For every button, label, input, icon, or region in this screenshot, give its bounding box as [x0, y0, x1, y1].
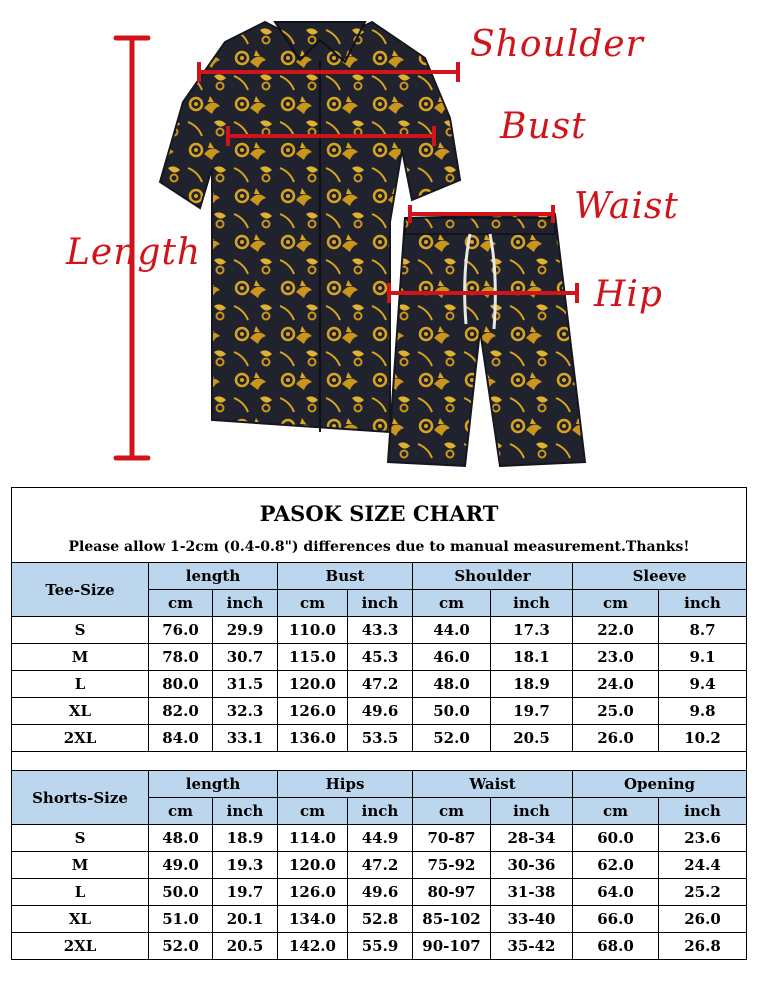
shorts-value-cell: 90-107 — [413, 933, 491, 960]
tee-size-cell: S — [12, 617, 149, 644]
shorts-size-cell: 2XL — [12, 933, 149, 960]
section-gap-row — [12, 752, 747, 771]
shorts-value-cell: 19.3 — [213, 852, 278, 879]
tee-value-cell: 110.0 — [278, 617, 348, 644]
tee-value-cell: 50.0 — [413, 698, 491, 725]
tee-table-row — [12, 617, 747, 644]
shorts-size-cell: M — [12, 852, 149, 879]
tee-value-cell: 136.0 — [278, 725, 348, 752]
shorts-size-cell: L — [12, 879, 149, 906]
shorts-value-cell: 85-102 — [413, 906, 491, 933]
shorts-value-cell: 52.8 — [348, 906, 413, 933]
shorts-value-cell: 55.9 — [348, 933, 413, 960]
shorts-group-header: Opening — [573, 771, 747, 798]
shorts-value-cell: 68.0 — [573, 933, 659, 960]
shorts-value-cell: 50.0 — [149, 879, 213, 906]
tee-value-cell: 23.0 — [573, 644, 659, 671]
tee-table-row — [12, 725, 747, 752]
shorts-table-row — [12, 933, 747, 960]
tee-unit-header: cm — [573, 590, 659, 617]
shorts-value-cell: 49.0 — [149, 852, 213, 879]
shorts-value-cell: 25.2 — [659, 879, 747, 906]
shorts-table-row — [12, 879, 747, 906]
chart-note: Please allow 1-2cm (0.4-0.8") differences due to manual measurement.Thanks! — [12, 532, 747, 563]
shorts-value-cell: 75-92 — [413, 852, 491, 879]
tee-header-row — [12, 563, 747, 590]
tee-value-cell: 45.3 — [348, 644, 413, 671]
tee-value-cell: 84.0 — [149, 725, 213, 752]
shorts-shape — [388, 214, 585, 466]
tee-value-cell: 18.9 — [491, 671, 573, 698]
tee-size-header: Tee-Size — [12, 563, 149, 617]
shorts-value-cell: 142.0 — [278, 933, 348, 960]
garment-illustration — [0, 0, 760, 486]
tee-unit-header: cm — [413, 590, 491, 617]
shorts-value-cell: 51.0 — [149, 906, 213, 933]
shorts-value-cell: 28-34 — [491, 825, 573, 852]
tee-value-cell: 24.0 — [573, 671, 659, 698]
shorts-size-header: Shorts-Size — [12, 771, 149, 825]
tee-value-cell: 49.6 — [348, 698, 413, 725]
tee-value-cell: 46.0 — [413, 644, 491, 671]
shorts-unit-header: inch — [491, 798, 573, 825]
shorts-table-row — [12, 825, 747, 852]
shorts-unit-header: cm — [413, 798, 491, 825]
tee-value-cell: 31.5 — [213, 671, 278, 698]
bust-label: Bust — [500, 106, 587, 147]
shorts-unit-header: inch — [348, 798, 413, 825]
shorts-value-cell: 126.0 — [278, 879, 348, 906]
shorts-unit-header: cm — [149, 798, 213, 825]
shorts-group-header: Hips — [278, 771, 413, 798]
tee-value-cell: 120.0 — [278, 671, 348, 698]
tee-size-cell: 2XL — [12, 725, 149, 752]
note-row — [12, 532, 747, 563]
tee-table-row — [12, 671, 747, 698]
tee-value-cell: 30.7 — [213, 644, 278, 671]
size-chart-table — [11, 487, 747, 960]
tee-unit-header: inch — [491, 590, 573, 617]
tee-value-cell: 29.9 — [213, 617, 278, 644]
length-label: Length — [66, 232, 202, 273]
tee-value-cell: 33.1 — [213, 725, 278, 752]
shorts-unit-header: cm — [573, 798, 659, 825]
tee-value-cell: 25.0 — [573, 698, 659, 725]
shorts-value-cell: 33-40 — [491, 906, 573, 933]
shorts-table-row — [12, 906, 747, 933]
tee-value-cell: 44.0 — [413, 617, 491, 644]
tee-value-cell: 10.2 — [659, 725, 747, 752]
tee-group-header: Shoulder — [413, 563, 573, 590]
tee-value-cell: 20.5 — [491, 725, 573, 752]
shorts-value-cell: 18.9 — [213, 825, 278, 852]
tee-unit-header: inch — [659, 590, 747, 617]
section-gap — [12, 752, 747, 771]
tee-size-cell: M — [12, 644, 149, 671]
tee-group-header: Sleeve — [573, 563, 747, 590]
shorts-value-cell: 49.6 — [348, 879, 413, 906]
tee-group-header: length — [149, 563, 278, 590]
shorts-value-cell: 44.9 — [348, 825, 413, 852]
tee-value-cell: 18.1 — [491, 644, 573, 671]
hip-label: Hip — [594, 274, 663, 315]
tee-value-cell: 9.1 — [659, 644, 747, 671]
title-row — [12, 488, 747, 533]
tee-value-cell: 52.0 — [413, 725, 491, 752]
shorts-value-cell: 30-36 — [491, 852, 573, 879]
tee-value-cell: 9.8 — [659, 698, 747, 725]
tee-value-cell: 17.3 — [491, 617, 573, 644]
chart-title: PASOK SIZE CHART — [12, 488, 747, 533]
tee-unit-header: inch — [213, 590, 278, 617]
shorts-value-cell: 35-42 — [491, 933, 573, 960]
tee-group-header: Bust — [278, 563, 413, 590]
tee-value-cell: 47.2 — [348, 671, 413, 698]
tee-value-cell: 53.5 — [348, 725, 413, 752]
shorts-value-cell: 24.4 — [659, 852, 747, 879]
tee-value-cell: 48.0 — [413, 671, 491, 698]
tee-unit-header: inch — [348, 590, 413, 617]
tee-size-cell: XL — [12, 698, 149, 725]
shoulder-label: Shoulder — [470, 24, 644, 65]
shorts-value-cell: 31-38 — [491, 879, 573, 906]
tee-value-cell: 76.0 — [149, 617, 213, 644]
tee-value-cell: 43.3 — [348, 617, 413, 644]
tee-value-cell: 82.0 — [149, 698, 213, 725]
shorts-unit-header: inch — [659, 798, 747, 825]
shorts-value-cell: 52.0 — [149, 933, 213, 960]
tee-value-cell: 19.7 — [491, 698, 573, 725]
shorts-value-cell: 70-87 — [413, 825, 491, 852]
waist-label: Waist — [574, 186, 679, 227]
shorts-header-row — [12, 771, 747, 798]
shorts-value-cell: 120.0 — [278, 852, 348, 879]
shorts-unit-header: cm — [278, 798, 348, 825]
tee-value-cell: 8.7 — [659, 617, 747, 644]
shorts-group-header: Waist — [413, 771, 573, 798]
tee-size-cell: L — [12, 671, 149, 698]
shorts-value-cell: 60.0 — [573, 825, 659, 852]
shorts-unit-header: inch — [213, 798, 278, 825]
tee-value-cell: 115.0 — [278, 644, 348, 671]
tee-value-cell: 32.3 — [213, 698, 278, 725]
shorts-value-cell: 20.5 — [213, 933, 278, 960]
shorts-table-row — [12, 852, 747, 879]
tee-value-cell: 78.0 — [149, 644, 213, 671]
shorts-value-cell: 20.1 — [213, 906, 278, 933]
shorts-value-cell: 47.2 — [348, 852, 413, 879]
shorts-value-cell: 64.0 — [573, 879, 659, 906]
tee-table-row — [12, 644, 747, 671]
tee-value-cell: 22.0 — [573, 617, 659, 644]
shorts-value-cell: 80-97 — [413, 879, 491, 906]
tee-table-row — [12, 698, 747, 725]
shorts-value-cell: 23.6 — [659, 825, 747, 852]
tee-value-cell: 9.4 — [659, 671, 747, 698]
tee-value-cell: 80.0 — [149, 671, 213, 698]
shorts-value-cell: 114.0 — [278, 825, 348, 852]
tee-unit-header: cm — [278, 590, 348, 617]
size-chart — [11, 487, 746, 960]
shorts-group-header: length — [149, 771, 278, 798]
shorts-value-cell: 26.0 — [659, 906, 747, 933]
shorts-value-cell: 48.0 — [149, 825, 213, 852]
tee-unit-header: cm — [149, 590, 213, 617]
tee-value-cell: 26.0 — [573, 725, 659, 752]
shorts-value-cell: 62.0 — [573, 852, 659, 879]
shorts-value-cell: 66.0 — [573, 906, 659, 933]
shorts-value-cell: 19.7 — [213, 879, 278, 906]
shorts-value-cell: 134.0 — [278, 906, 348, 933]
tee-value-cell: 126.0 — [278, 698, 348, 725]
shorts-size-cell: S — [12, 825, 149, 852]
shorts-size-cell: XL — [12, 906, 149, 933]
shorts-value-cell: 26.8 — [659, 933, 747, 960]
